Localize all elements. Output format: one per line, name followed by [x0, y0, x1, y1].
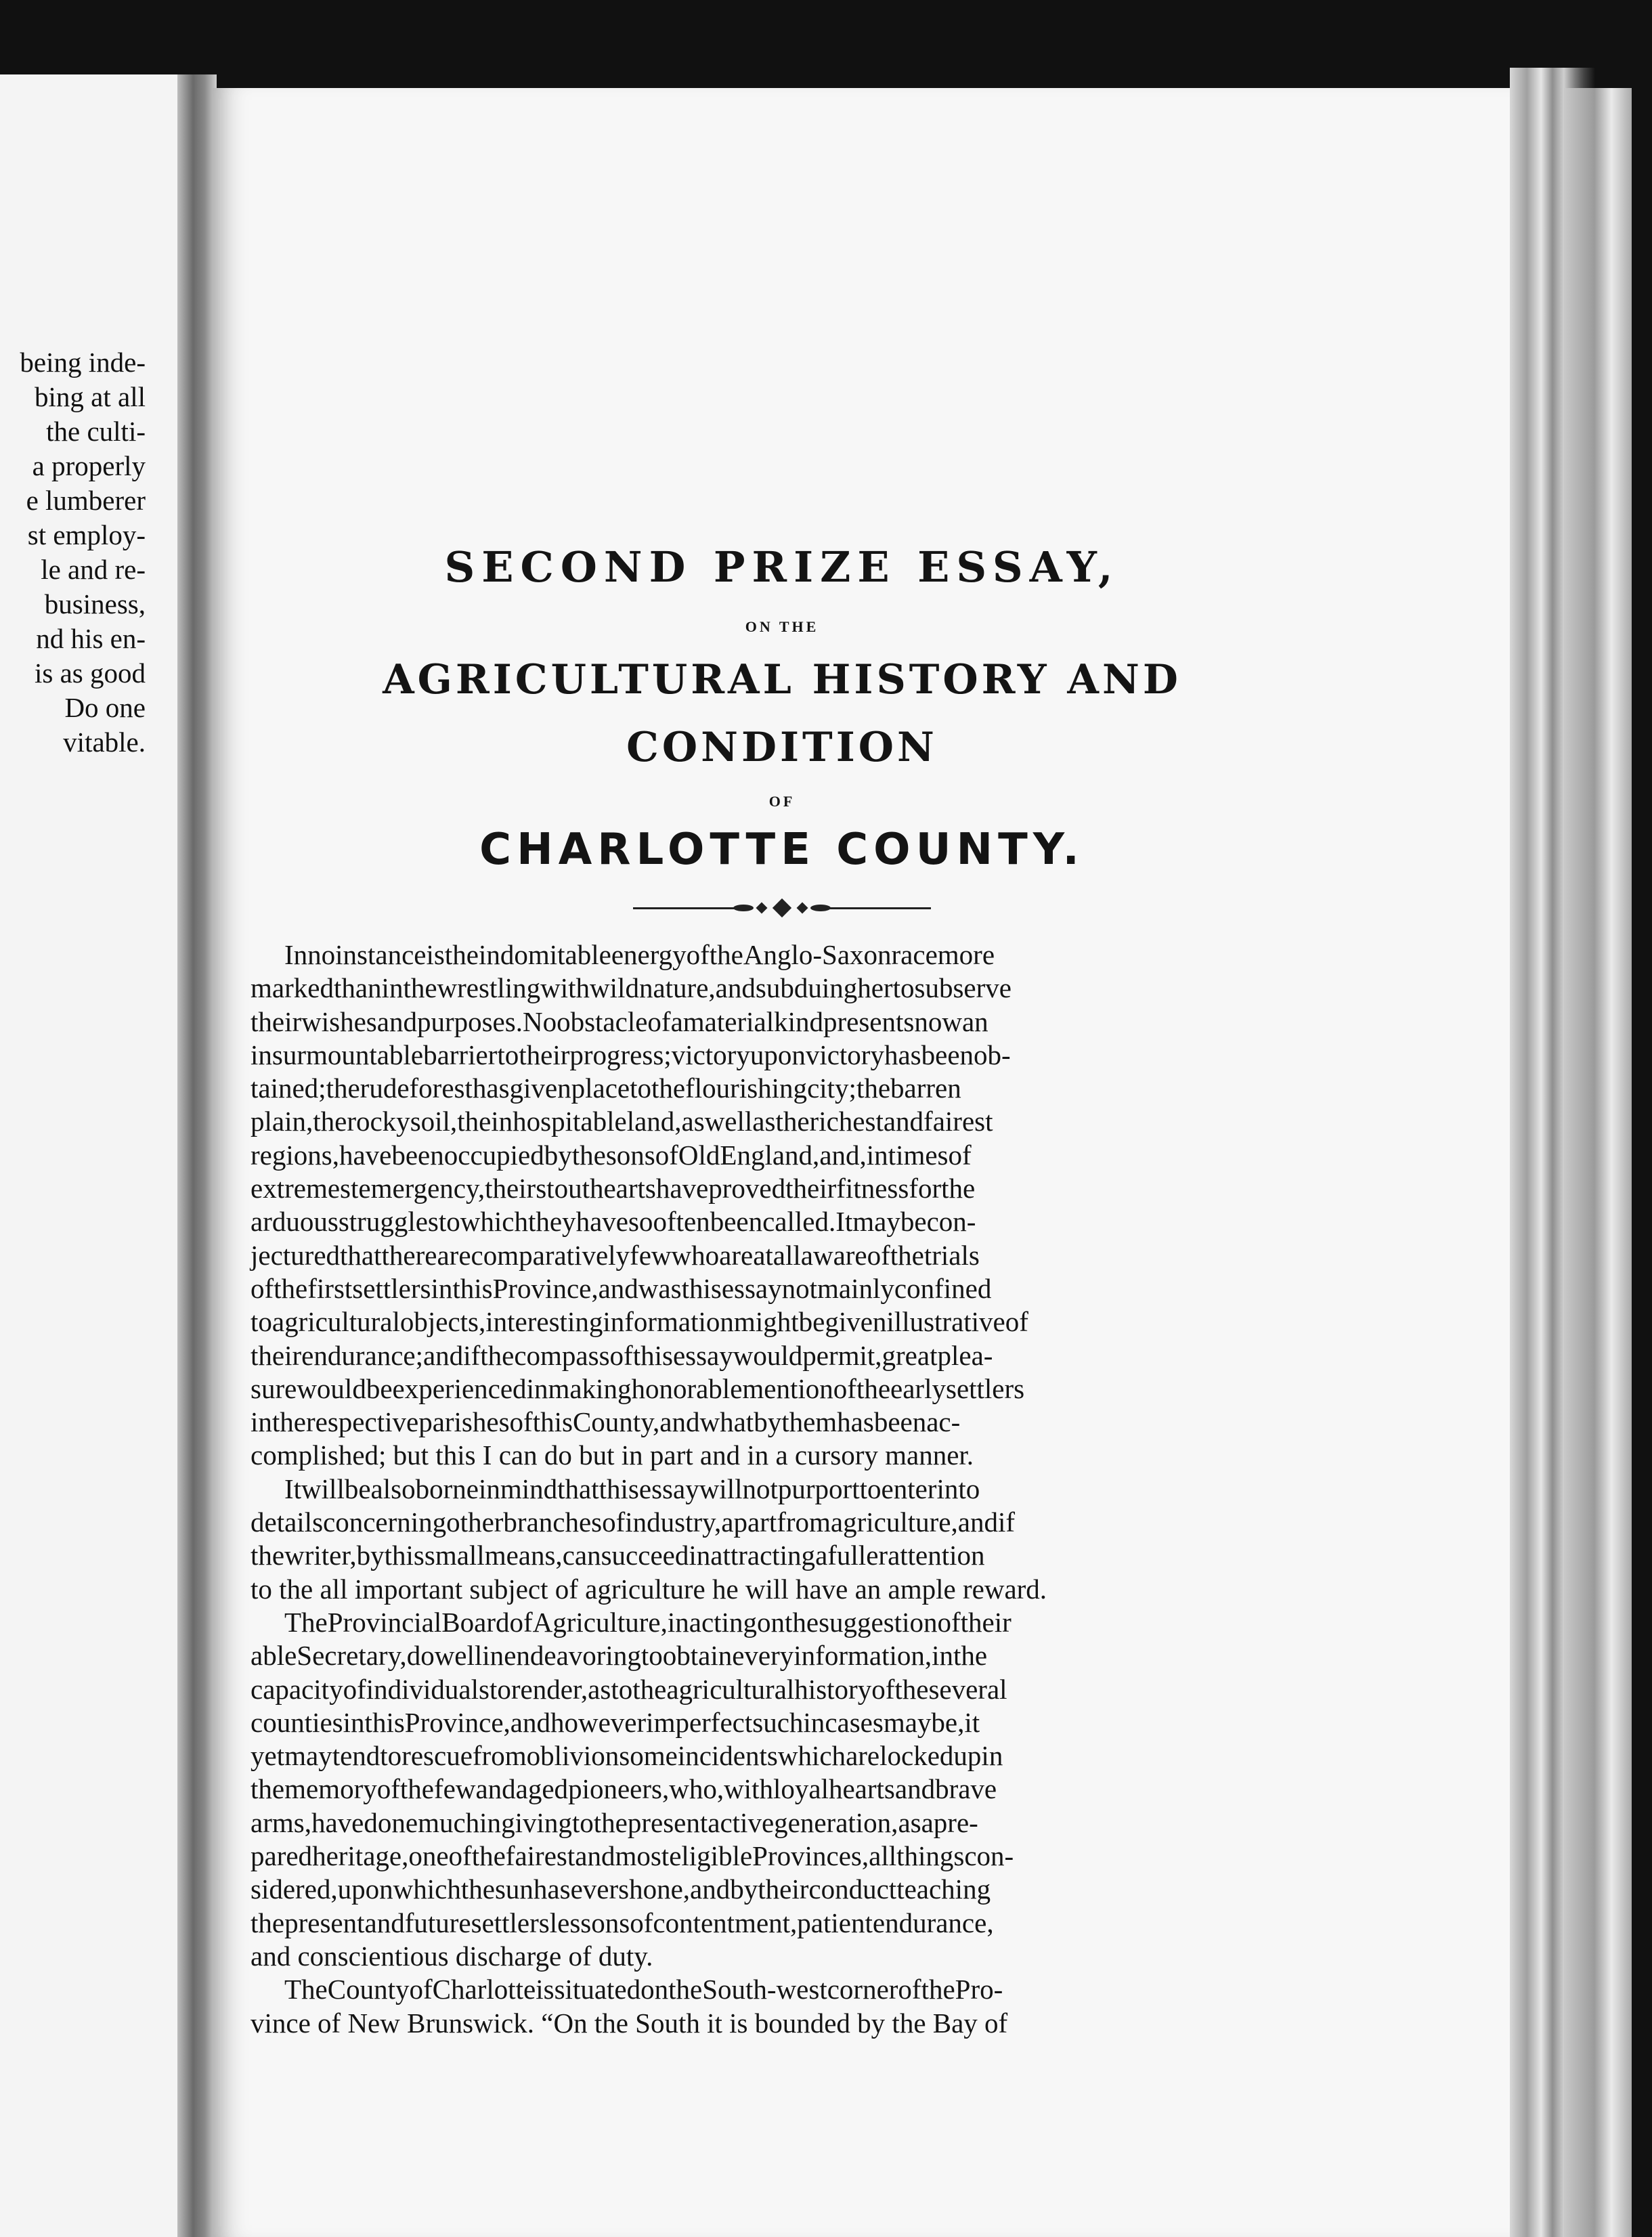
- paragraph-line: arms,havedonemuchingivingtothepresentactivegeneration,asapre-: [251, 1806, 978, 1838]
- county-name: CHARLOTTE COUNTY.: [479, 825, 1085, 875]
- title-of: OF: [768, 793, 796, 810]
- essay-content: [251, 542, 1313, 2040]
- paragraph-line: TheCountyofCharlotteissituatedontheSouth-westcornerofthePro-: [284, 1974, 1003, 2005]
- paragraph-line: markedthaninthewrestlingwithwildnature,andsubduinghertosubserve: [251, 972, 1012, 1004]
- left-line: vitable.: [63, 726, 146, 758]
- paragraph-line: countiesinthisProvince,andhoweverimperfectsuchincasesmaybe,it: [251, 1706, 980, 1738]
- essay-subject: AGRICULTURAL HISTORY AND CONDITION: [383, 656, 1181, 771]
- title-on-the: ON THE: [745, 618, 819, 635]
- left-line: bing at all: [35, 381, 146, 412]
- paragraph-line: extremestemergency,theirstoutheartshaveprovedtheirfitnessforthe: [251, 1173, 976, 1204]
- paragraph-line: sidered,uponwhichthesunhasevershone,andbytheirconductteaching: [251, 1873, 991, 1905]
- paragraph-line: plain,therockysoil,theinhospitableland,aswellastherichestandfairest: [251, 1106, 993, 1137]
- left-line: a properly: [32, 450, 146, 481]
- ornament-divider: [633, 898, 931, 918]
- paragraph-line: ableSecretary,dowellinendeavoringtoobtaineveryinformation,inthe: [251, 1640, 988, 1672]
- paragraph-line: jecturedthattherearecomparativelyfewwhoareatallawareofthetrials: [251, 1239, 980, 1271]
- paragraph-line: vince of New Brunswick. “On the South it is bounded by the Bay of: [251, 2007, 1008, 2039]
- paragraph-line: thepresentandfuturesettlerslessonsofcontentment,patientendurance,: [251, 1907, 994, 1938]
- paragraph-line: regions,havebeenoccupiedbythesonsofOldEngland,and,intimesof: [251, 1139, 972, 1171]
- paragraph-line: and conscientious discharge of duty.: [251, 1940, 653, 1972]
- left-page: [0, 74, 200, 2237]
- paragraph-line: theirendurance;andifthecompassofthisessaywouldpermit,greatplea-: [251, 1339, 993, 1371]
- left-page-text: [0, 345, 146, 760]
- paragraph-line: thewriter,bythissmallmeans,cansucceedinattractingafullerattention: [251, 1540, 985, 1571]
- left-line: st employ-: [27, 519, 146, 550]
- page-edge-strip: [1564, 88, 1632, 2237]
- paragraph-line: surewouldbeexperiencedinmakinghonorablementionoftheearlysettlers: [251, 1372, 1025, 1404]
- paragraph-line: theirwishesandpurposes.Noobstacleofamaterialkindpresentsnowan: [251, 1005, 988, 1037]
- left-line: le and re-: [41, 554, 146, 585]
- paragraph-line: TheProvincialBoardofAgriculture,inactingonthesuggestionoftheir: [284, 1606, 1012, 1638]
- paragraph-line: complished; but this I can do but in part and in a cursory manner.: [251, 1439, 974, 1471]
- paragraph-line: toagriculturalobjects,interestinginformationmightbegivenillustrativeof: [251, 1306, 1028, 1338]
- page-edges: [1510, 68, 1652, 2237]
- paragraph-line: detailsconcerningotherbranchesofindustry,apartfromagriculture,andif: [251, 1506, 1015, 1538]
- left-line: being inde-: [20, 347, 146, 378]
- paragraph-line: tained;therudeforesthasgivenplacetotheflourishingcity;thebarren: [251, 1072, 961, 1104]
- left-line: e lumberer: [26, 485, 146, 516]
- left-line: business,: [44, 588, 146, 620]
- left-line: nd his en-: [36, 623, 146, 654]
- paragraph-line: capacityofindividualstorender,astotheagriculturalhistoryoftheseveral: [251, 1673, 1007, 1705]
- left-line: is as good: [35, 657, 146, 689]
- paragraph-line: Itwillbealsoborneinmindthatthisessaywillnotpurporttoenterinto: [284, 1473, 980, 1504]
- paragraph-line: yetmaytendtorescuefromoblivionsomeincidentswhicharelockedupin: [251, 1740, 1003, 1772]
- paragraph-line: insurmountablebarriertotheirprogress;victoryuponvictoryhasbeenob-: [251, 1039, 1011, 1070]
- essay-title: SECOND PRIZE ESSAY,: [444, 542, 1120, 592]
- paragraph-line: intherespectiveparishesofthisCounty,andwhatbythemhasbeenac-: [251, 1406, 961, 1438]
- paragraph-line: to the all important subject of agriculture he will have an ample reward.: [251, 1573, 1047, 1605]
- paragraph-line: InnoinstanceistheindomitableenergyoftheAnglo-Saxonracemore: [284, 939, 995, 970]
- paragraph-line: ofthefirstsettlersinthisProvince,andwasthisessaynotmainlyconfined: [251, 1272, 992, 1304]
- book-gutter: [177, 74, 217, 2237]
- paragraph-line: arduousstrugglestowhichtheyhavesooftenbeencalled.Itmaybecon-: [251, 1206, 976, 1238]
- left-line: Do one: [64, 692, 146, 723]
- left-line: the culti-: [46, 416, 146, 447]
- paragraph-line: paredheritage,oneofthefairestandmosteligibleProvinces,allthingscon-: [251, 1840, 1014, 1872]
- essay-body: [251, 938, 1313, 2040]
- paragraph-line: thememoryofthefewandagedpioneers,who,withloyalheartsandbrave: [251, 1773, 997, 1805]
